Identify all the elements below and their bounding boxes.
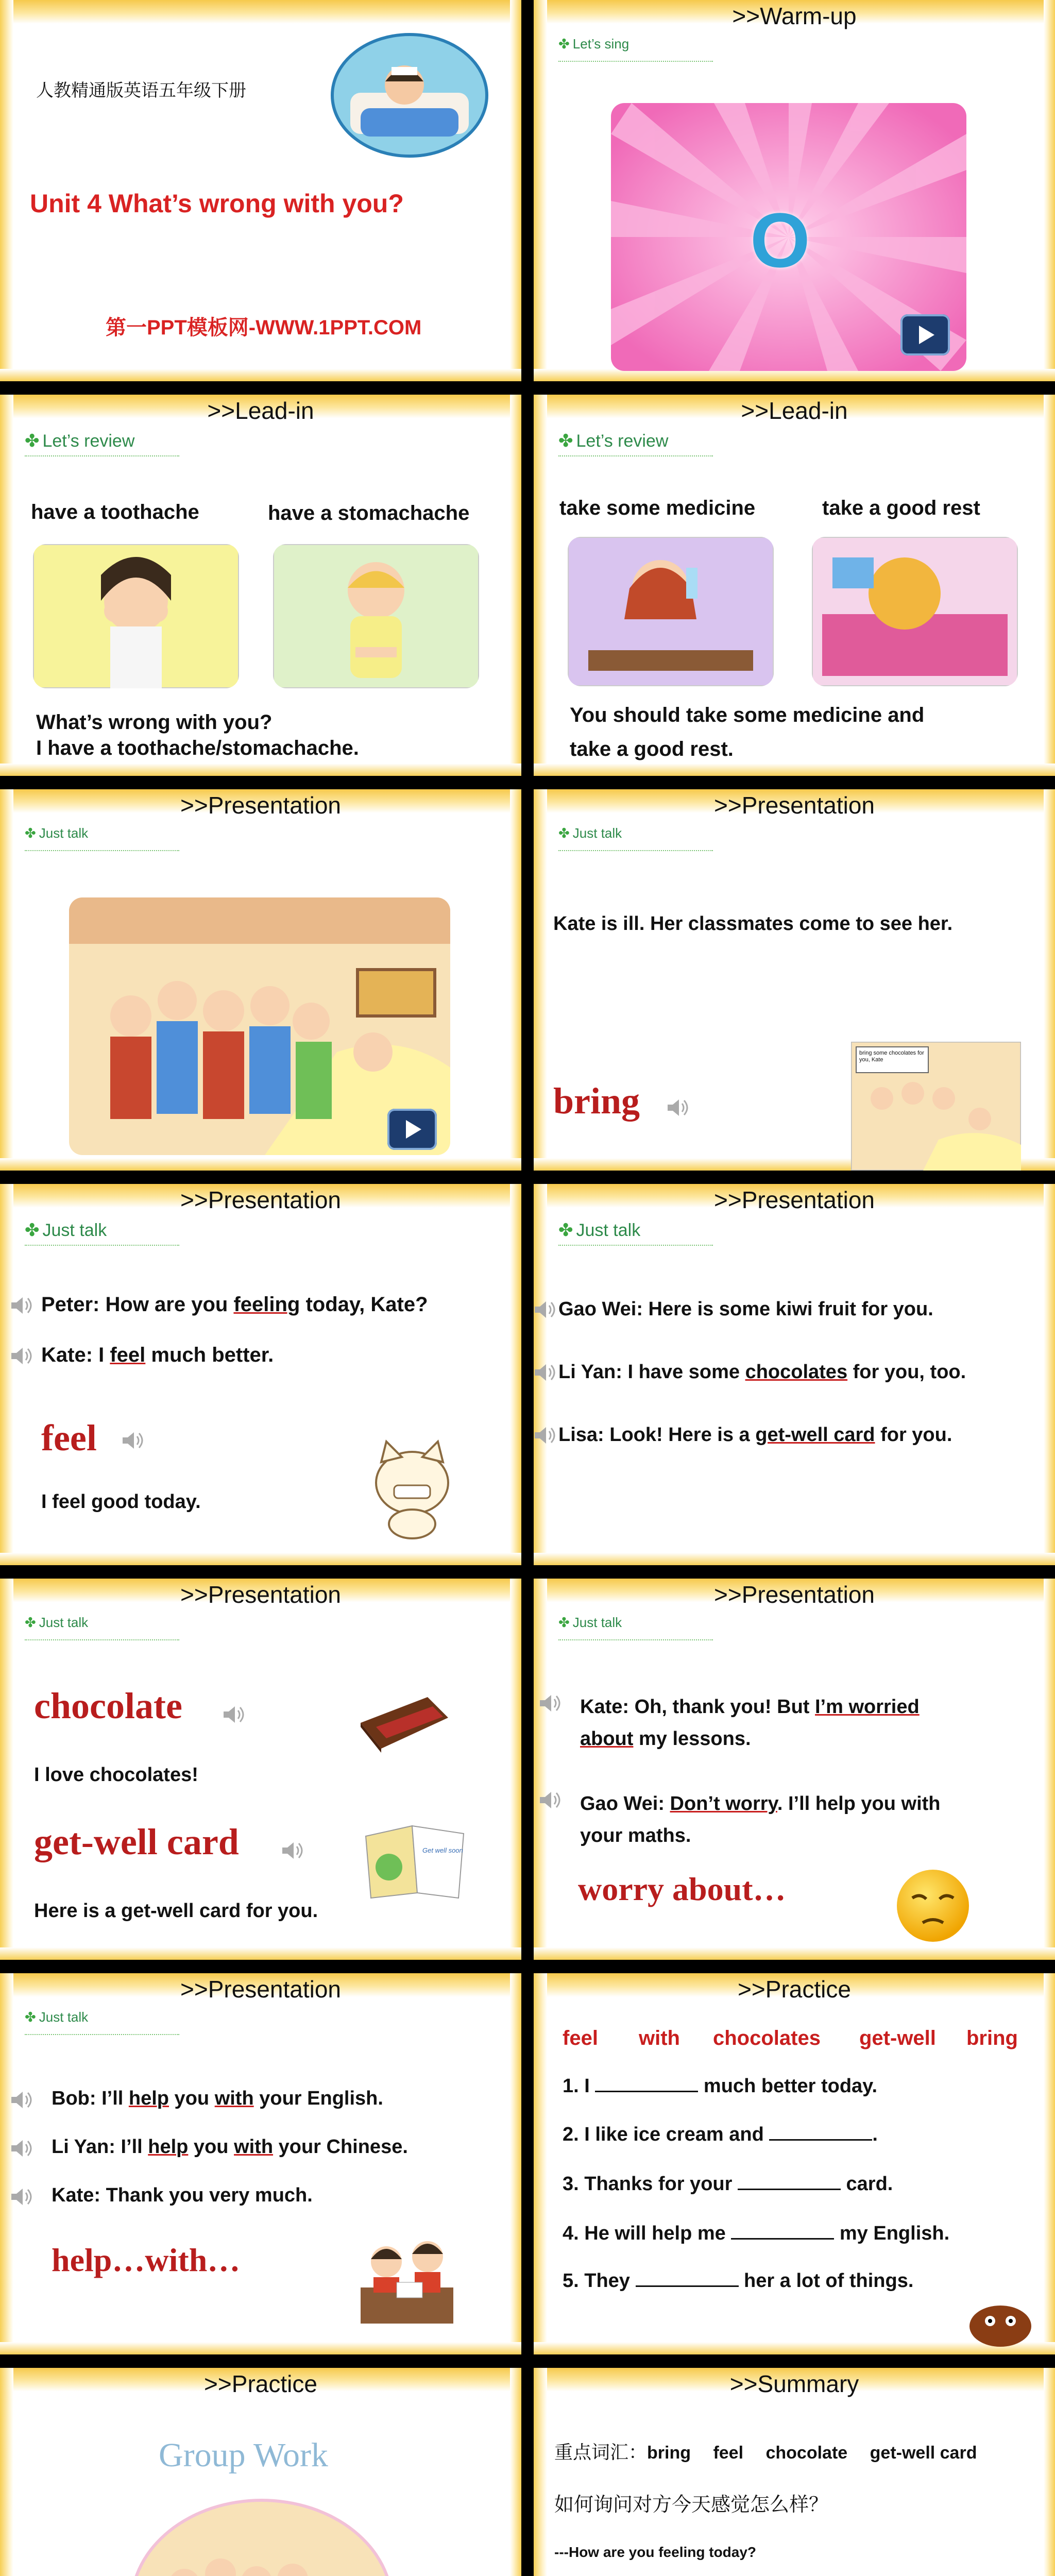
answer-line: I have a toothache/stomachache. <box>36 737 359 759</box>
right-bar <box>1044 789 1055 1171</box>
slide-title: >>Practice <box>204 2370 317 2397</box>
left-bar <box>0 1973 13 2354</box>
section-label <box>25 1615 88 1631</box>
toothache-girl-illustration <box>33 544 239 688</box>
right-bar <box>1044 0 1055 381</box>
speaker-icon[interactable] <box>534 1299 556 1320</box>
slide-title: >>Lead-in <box>207 397 314 424</box>
speaker-icon[interactable] <box>534 1425 556 1446</box>
top-bar <box>0 0 521 24</box>
right-bar <box>510 789 521 1171</box>
dotted-divider <box>558 850 713 851</box>
speaker-icon[interactable] <box>667 1097 689 1118</box>
dialogue-kate: Kate: Thank you very much. <box>52 2184 313 2206</box>
phrase-medicine: take some medicine <box>559 497 756 519</box>
example-chocolate: I love chocolates! <box>34 1764 198 1786</box>
left-bar <box>0 789 13 1171</box>
section-text: Just talk <box>39 2009 89 2025</box>
blank-4[interactable] <box>731 2222 834 2240</box>
speaker-icon[interactable] <box>534 1362 556 1383</box>
thumbnail-caption: bring some chocolates for you, Kate <box>859 1050 924 1063</box>
speaker-icon[interactable] <box>122 1430 144 1451</box>
left-bar <box>534 1579 547 1960</box>
right-bar <box>1044 2368 1055 2576</box>
section-text: Just talk <box>572 1615 622 1630</box>
word-bank-4: get-well <box>859 2027 936 2049</box>
dotted-divider <box>558 1639 713 1640</box>
children-studying-illustration <box>355 2226 458 2329</box>
dotted-divider <box>558 61 713 62</box>
slide-title: >>Presentation <box>180 792 341 819</box>
left-bar <box>0 395 13 776</box>
dialogue-kate: Kate: I feel much better. <box>41 1344 274 1366</box>
slide-presentation-3 <box>0 1184 521 1565</box>
left-bar <box>534 2368 547 2576</box>
vocab-phrase-worry-about: worry about… <box>578 1871 786 1907</box>
vocab-word-chocolate: chocolate <box>34 1685 182 1726</box>
clover-icon: ✤ <box>558 431 573 451</box>
clover-icon: ✤ <box>558 825 570 841</box>
slide-title: >>Presentation <box>713 1581 875 1608</box>
slide-title: >>Presentation <box>713 1187 875 1213</box>
bottom-bar <box>0 2342 521 2354</box>
slide-title: >>Practice <box>738 1976 851 2003</box>
worried-face-icon <box>894 1867 972 1944</box>
slide-practice-1 <box>534 1973 1055 2354</box>
section-label <box>25 2009 88 2025</box>
exercise-1: 1. I much better today. <box>563 2075 878 2097</box>
section-label <box>25 825 88 841</box>
speaker-icon[interactable] <box>10 2138 33 2159</box>
bottom-bar <box>0 1947 521 1960</box>
exercise-3: 3. Thanks for your card. <box>563 2173 893 2195</box>
slide-title: >>Summary <box>729 2370 859 2397</box>
slide-title: >>Warm-up <box>732 3 857 29</box>
slide-lead-in-2 <box>534 395 1055 776</box>
slide-summary <box>534 2368 1055 2576</box>
left-bar <box>534 395 547 776</box>
slide-presentation-7 <box>0 1973 521 2354</box>
group-work-heading: Group Work <box>159 2436 328 2474</box>
phrase-stomachache: have a stomachache <box>268 502 470 524</box>
dialogue-lisa: Lisa: Look! Here is a get-well card for you. <box>558 1424 952 1446</box>
clover-icon: ✤ <box>25 1615 36 1630</box>
section-text: Let’s review <box>42 431 135 451</box>
section-text: Let’s sing <box>572 36 629 52</box>
role-play-scene <box>128 2497 396 2576</box>
clover-icon: ✤ <box>25 431 40 451</box>
dialogue-peter: Peter: How are you feeling today, Kate? <box>41 1293 428 1316</box>
clover-icon: ✤ <box>25 825 36 841</box>
smiling-cat-illustration <box>361 1436 464 1539</box>
section-text: Just talk <box>572 825 622 841</box>
slide-title: >>Presentation <box>180 1187 341 1213</box>
phrase-toothache: have a toothache <box>31 501 199 523</box>
slide-presentation-6 <box>534 1579 1055 1960</box>
dotted-divider <box>25 850 179 851</box>
example-feel: I feel good today. <box>41 1491 201 1513</box>
dotted-divider <box>25 1245 179 1246</box>
dotted-divider <box>25 2034 179 2035</box>
blank-5[interactable] <box>636 2269 739 2287</box>
summary-question-1: 如何询问对方今天感觉怎么样？ <box>554 2494 829 2516</box>
vocab-phrase-help-with: help…with… <box>52 2242 241 2278</box>
question-line: What’s wrong with you? <box>36 711 273 734</box>
card-text: Get well soon <box>422 1846 463 1854</box>
dialogue-kate: Kate: Oh, thank you! But I’m worried about my lessons. <box>580 1696 920 1750</box>
right-bar <box>510 2368 521 2576</box>
section-label <box>558 825 622 841</box>
clover-icon: ✤ <box>25 2009 36 2025</box>
site-label: 第一PPT模板网-WWW.1PPT.COM <box>106 316 422 339</box>
speaker-icon[interactable] <box>281 1840 304 1861</box>
dialogue-li-yan: Li Yan: I have some chocolates for you, too. <box>558 1361 966 1383</box>
dotted-divider <box>25 1639 179 1640</box>
slide-presentation-4 <box>534 1184 1055 1565</box>
slide-lead-in-1 <box>0 395 521 776</box>
slide-title: >>Presentation <box>180 1976 341 2003</box>
dotted-divider <box>558 455 713 456</box>
section-text: Just talk <box>576 1221 641 1240</box>
unit-title: Unit 4 What’s wrong with you? <box>30 189 404 218</box>
dialogue-li-yan: Li Yan: I’ll help you with your Chinese. <box>52 2136 408 2158</box>
advice-line-1: You should take some medicine and <box>570 704 925 726</box>
dotted-divider <box>558 1245 713 1246</box>
blank-3[interactable] <box>738 2172 841 2190</box>
example-get-well-card: Here is a get-well card for you. <box>34 1900 318 1922</box>
speaker-icon[interactable] <box>10 1346 33 1366</box>
dotted-divider <box>25 455 179 456</box>
get-well-card-illustration <box>361 1821 469 1903</box>
intro-line: Kate is ill. Her classmates come to see her. <box>553 913 953 935</box>
section-label <box>558 36 629 52</box>
word-bank-5: bring <box>966 2027 1018 2049</box>
left-bar <box>0 0 13 381</box>
speaker-icon[interactable] <box>539 1790 561 1810</box>
left-bar <box>0 2368 13 2576</box>
slide-practice-2 <box>0 2368 521 2576</box>
word-bank-1: feel <box>563 2027 598 2049</box>
left-bar <box>0 1579 13 1960</box>
right-bar <box>510 395 521 776</box>
section-label <box>558 431 668 451</box>
play-video-button[interactable] <box>387 1109 437 1150</box>
section-label <box>25 1220 107 1241</box>
slide-presentation-1 <box>0 789 521 1171</box>
brown-mascot-icon <box>964 2293 1036 2349</box>
slide-warm-up <box>534 0 1055 381</box>
left-bar <box>534 789 547 1171</box>
speaker-icon[interactable] <box>539 1693 561 1714</box>
section-label <box>25 431 134 451</box>
blank-2[interactable] <box>769 2123 872 2141</box>
left-bar <box>534 1973 547 2354</box>
exercise-2: 2. I like ice cream and . <box>563 2124 878 2145</box>
clover-icon: ✤ <box>558 36 570 52</box>
dialogue-gao-wei: Gao Wei: Don’t worry. I’ll help you with your maths. <box>580 1793 941 1846</box>
vocab-word-feel: feel <box>41 1417 97 1459</box>
exercise-5: 5. They her a lot of things. <box>563 2270 914 2292</box>
clover-icon: ✤ <box>558 1615 570 1630</box>
phrase-rest: take a good rest <box>822 497 980 519</box>
section-label <box>558 1615 622 1631</box>
right-bar <box>1044 1973 1055 2354</box>
bottom-bar <box>534 764 1055 776</box>
section-label <box>558 1220 640 1241</box>
word-bank-3: chocolates <box>713 2027 821 2049</box>
resting-boy-illustration <box>812 537 1018 686</box>
left-bar <box>0 1184 13 1565</box>
summary-dialogue-1: ---How are you feeling today? <box>554 2544 757 2560</box>
stomachache-boy-illustration <box>273 544 479 688</box>
section-text: Just talk <box>42 1221 107 1240</box>
vocab-word-bring: bring <box>553 1080 640 1122</box>
slide-title: >>Presentation <box>713 792 875 819</box>
slide-title <box>0 0 521 381</box>
section-text: Just talk <box>39 825 89 841</box>
slide-presentation-5 <box>0 1579 521 1960</box>
advice-line-2: take a good rest. <box>570 738 734 760</box>
section-text: Let’s review <box>576 431 669 451</box>
bottom-bar <box>0 369 521 381</box>
dialogue-gao-wei: Gao Wei: Here is some kiwi fruit for you. <box>558 1298 933 1320</box>
right-bar <box>510 1184 521 1565</box>
dialogue-bob: Bob: I’ll help you with your English. <box>52 2088 383 2109</box>
bottom-bar <box>0 1553 521 1565</box>
medicine-girl-illustration <box>568 537 774 686</box>
right-bar <box>510 1973 521 2354</box>
right-bar <box>1044 395 1055 776</box>
slide-presentation-2 <box>534 789 1055 1171</box>
speaker-icon[interactable] <box>223 1704 245 1725</box>
speaker-icon[interactable] <box>10 2187 33 2207</box>
key-vocabulary: 重点词汇：bring feel chocolate get-well card <box>554 2442 977 2463</box>
sick-child-illustration <box>330 31 489 160</box>
section-text: Just talk <box>39 1615 89 1630</box>
chocolate-bar-illustration <box>355 1692 453 1754</box>
right-bar <box>1044 1184 1055 1565</box>
speaker-icon[interactable] <box>10 1295 33 1316</box>
clover-icon: ✤ <box>558 1221 573 1240</box>
slide-title: >>Lead-in <box>741 397 848 424</box>
bottom-bar <box>534 1947 1055 1960</box>
slide-title: >>Presentation <box>180 1581 341 1608</box>
right-bar <box>510 0 521 381</box>
grade-label: 人教精通版英语五年级下册 <box>36 81 246 100</box>
blank-1[interactable] <box>595 2074 698 2092</box>
word-bank-2: with <box>639 2027 680 2049</box>
bottom-bar <box>0 764 521 776</box>
play-video-button[interactable] <box>900 314 950 355</box>
bottom-bar <box>0 1158 521 1171</box>
speaker-icon[interactable] <box>10 2090 33 2110</box>
vocab-word-get-well-card: get-well card <box>34 1821 239 1862</box>
exercise-4: 4. He will help me my English. <box>563 2223 950 2244</box>
right-bar <box>510 1579 521 1960</box>
left-bar <box>534 0 547 381</box>
bottom-bar <box>534 1553 1055 1565</box>
song-letter: O <box>750 197 810 283</box>
right-bar <box>1044 1579 1055 1960</box>
clover-icon: ✤ <box>25 1221 40 1240</box>
